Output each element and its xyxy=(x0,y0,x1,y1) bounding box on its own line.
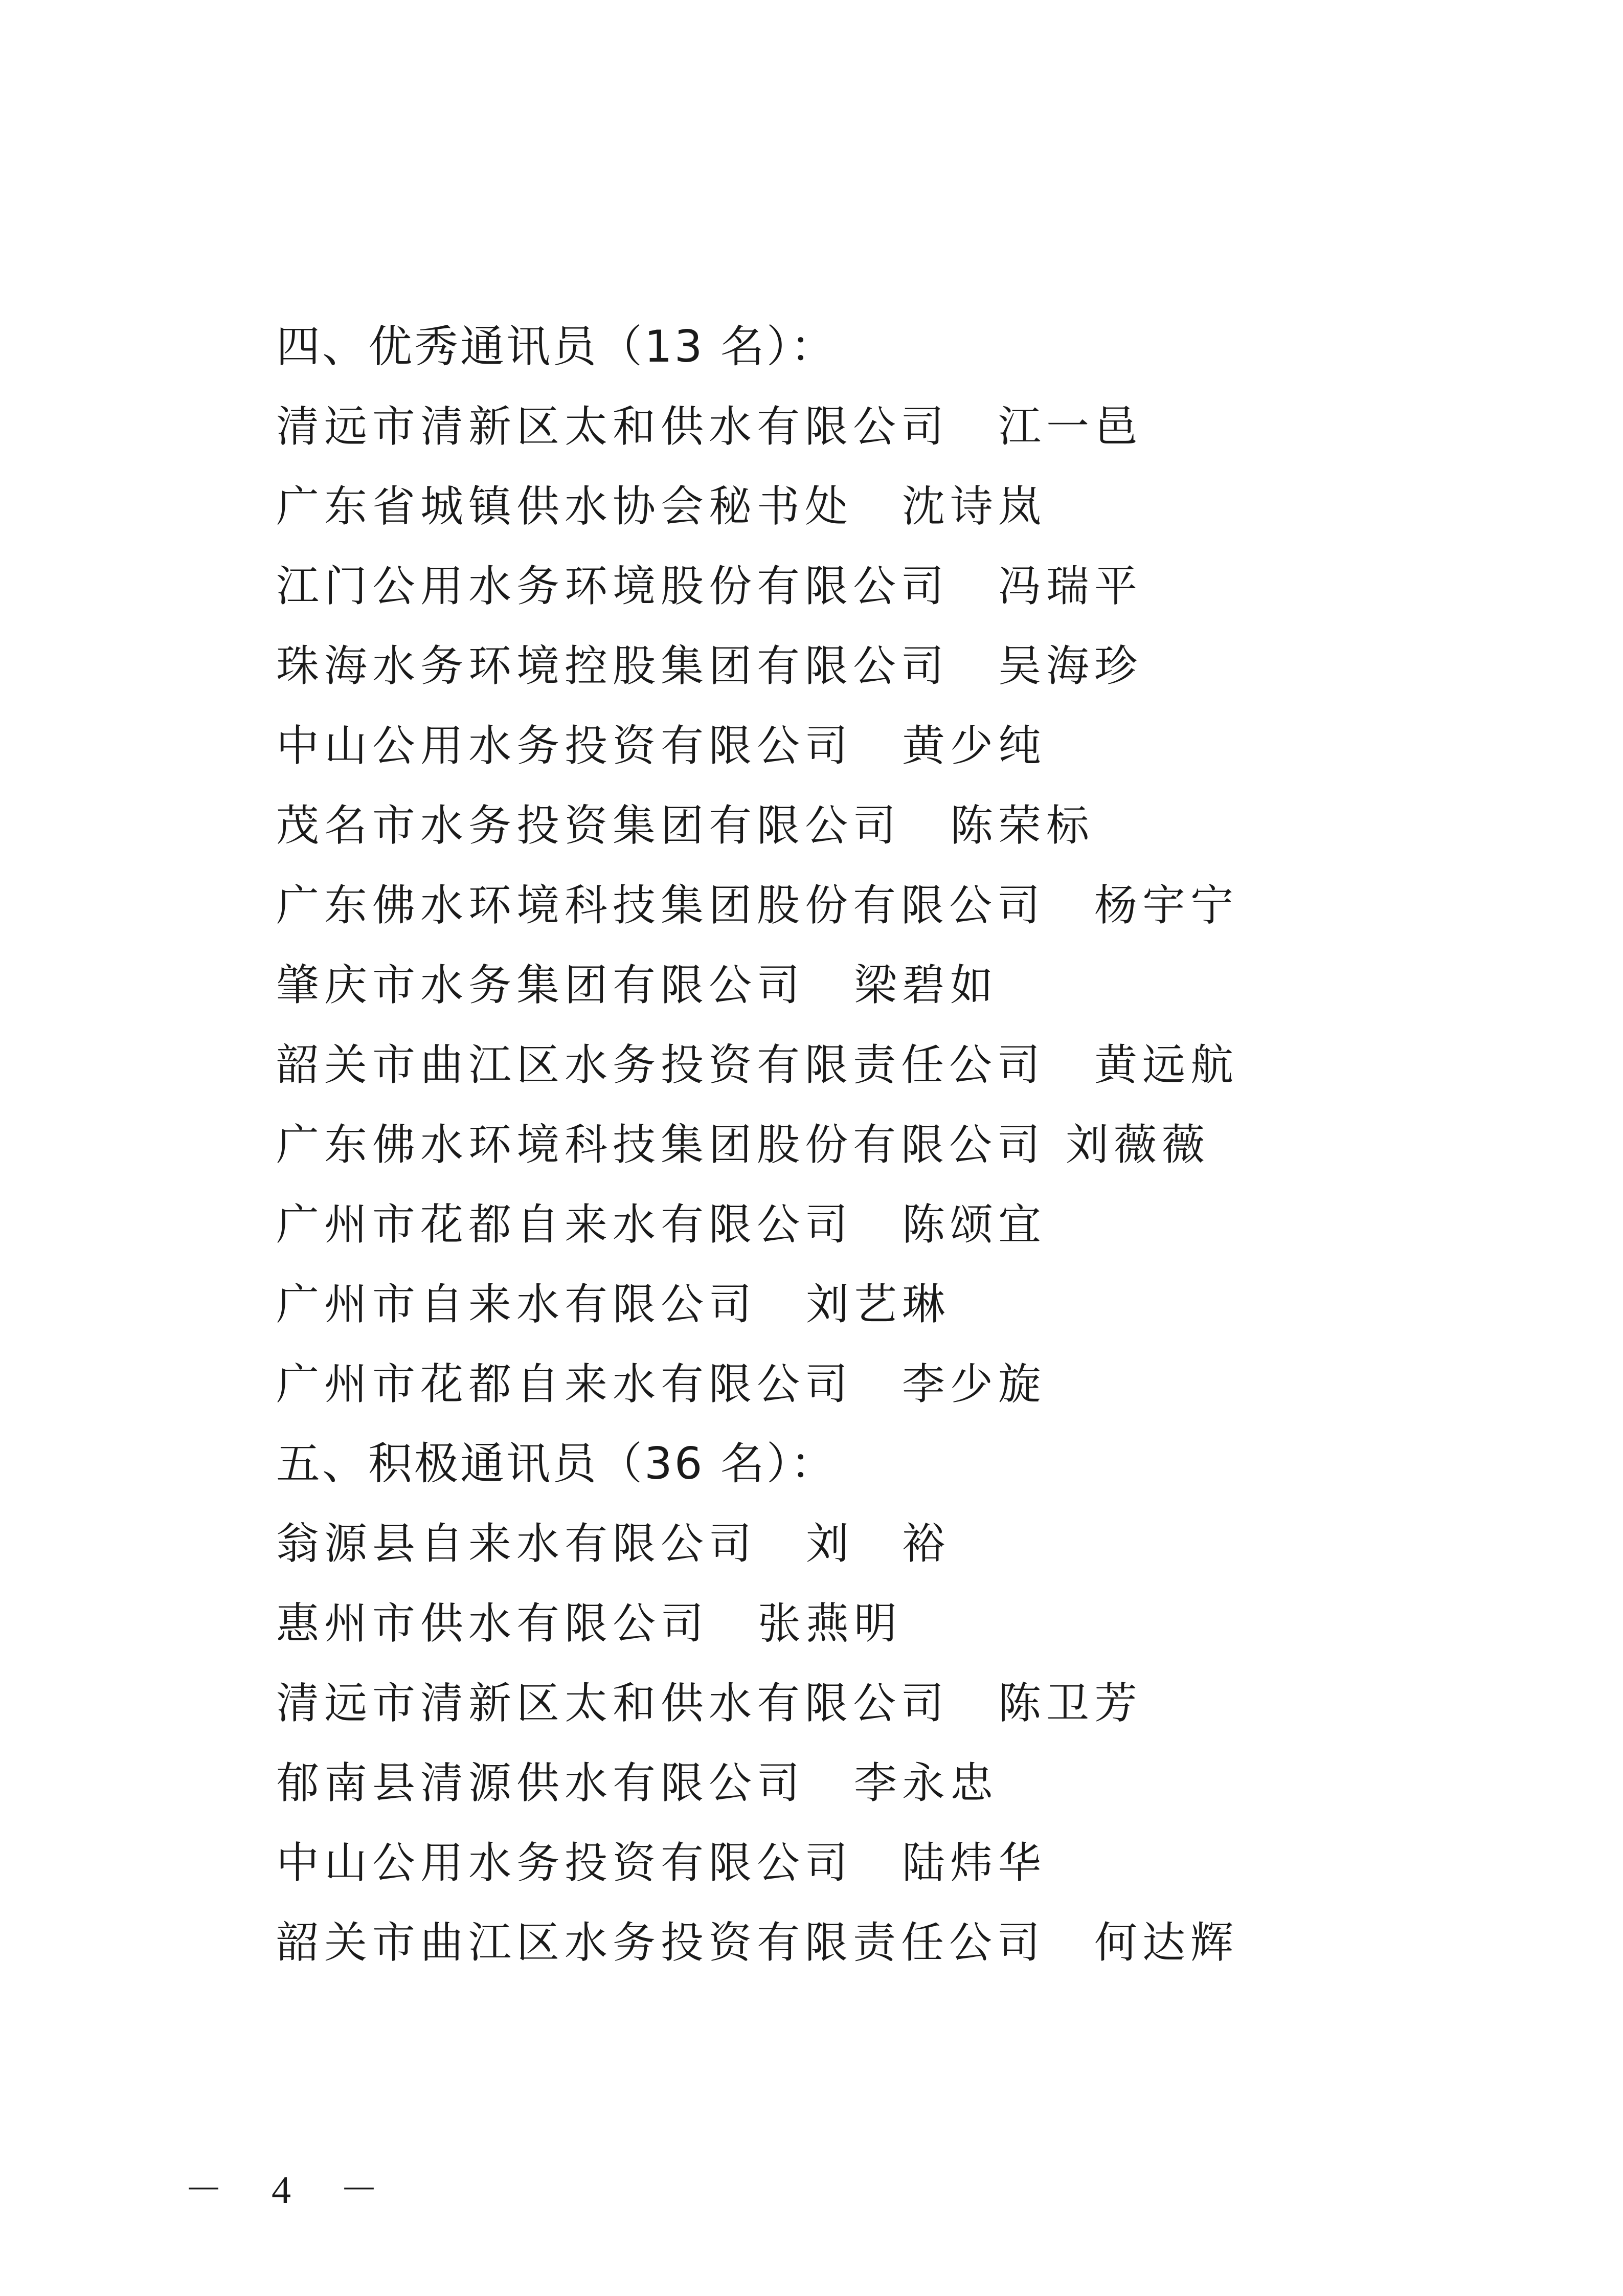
list-item xyxy=(276,546,1503,626)
person-name: 陈颂宜 xyxy=(902,1199,1047,1250)
list-item xyxy=(276,1185,1503,1264)
list-item xyxy=(276,1584,1503,1663)
organization-name: 韶关市曲江区水务投资有限责任公司 xyxy=(276,1040,1046,1090)
organization-name: 广东省城镇供水协会秘书处 xyxy=(276,481,853,531)
organization-name: 惠州市供水有限公司 xyxy=(276,1598,709,1648)
organization-name: 珠海水务环境控股集团有限公司 xyxy=(276,641,950,691)
person-name: 冯瑞平 xyxy=(998,561,1143,611)
section-heading-excellent: 四、优秀通讯员（13 名）： xyxy=(276,321,837,372)
list-item xyxy=(276,1344,1503,1424)
person-name: 杨宇宁 xyxy=(1094,880,1239,930)
page-number: － 4 － xyxy=(184,2169,398,2212)
person-name: 陈荣标 xyxy=(950,800,1095,851)
list-item xyxy=(276,387,1503,466)
organization-name: 清远市清新区太和供水有限公司 xyxy=(276,402,950,452)
person-name: 何达辉 xyxy=(1094,1918,1239,1968)
person-name: 沈诗岚 xyxy=(902,481,1047,531)
list-item xyxy=(276,1663,1503,1743)
organization-name: 郁南县清源供水有限公司 xyxy=(276,1758,805,1808)
list-item xyxy=(276,1264,1503,1344)
person-name: 刘薇薇 xyxy=(1066,1120,1210,1170)
list-item xyxy=(276,786,1503,865)
person-name: 黄少纯 xyxy=(902,721,1047,771)
person-name: 刘 裕 xyxy=(806,1519,951,1569)
list-item xyxy=(276,1025,1503,1105)
person-name: 李永忠 xyxy=(854,1758,999,1808)
organization-name: 翁源县自来水有限公司 xyxy=(276,1519,757,1569)
person-name: 陈卫芳 xyxy=(998,1678,1143,1728)
document-body xyxy=(276,307,1503,1982)
list-item xyxy=(276,1105,1503,1185)
organization-name: 广州市自来水有限公司 xyxy=(276,1279,757,1329)
organization-name: 韶关市曲江区水务投资有限责任公司 xyxy=(276,1918,1046,1968)
list-item xyxy=(276,626,1503,706)
organization-name: 清远市清新区太和供水有限公司 xyxy=(276,1678,950,1728)
organization-name: 中山公用水务投资有限公司 xyxy=(276,1838,853,1888)
list-item xyxy=(276,466,1503,546)
organization-name: 广州市花都自来水有限公司 xyxy=(276,1359,853,1409)
list-item xyxy=(276,706,1503,786)
list-item xyxy=(276,1823,1503,1903)
person-name: 黄远航 xyxy=(1094,1040,1239,1090)
organization-name: 广东佛水环境科技集团股份有限公司 xyxy=(276,1120,1046,1170)
list-item xyxy=(276,945,1503,1025)
person-name: 刘艺琳 xyxy=(806,1279,951,1329)
list-item xyxy=(276,865,1503,945)
organization-name: 肇庆市水务集团有限公司 xyxy=(276,960,805,1010)
person-name: 梁碧如 xyxy=(854,960,999,1010)
organization-name: 江门公用水务环境股份有限公司 xyxy=(276,561,950,611)
person-name: 李少旋 xyxy=(902,1359,1047,1409)
list-item xyxy=(276,1743,1503,1823)
section-heading-active: 五、积极通讯员（36 名）： xyxy=(276,1438,837,1489)
organization-name: 中山公用水务投资有限公司 xyxy=(276,721,853,771)
organization-name: 茂名市水务投资集团有限公司 xyxy=(276,800,901,851)
list-item xyxy=(276,1504,1503,1584)
person-name: 陆炜华 xyxy=(902,1838,1047,1888)
list-item xyxy=(276,1903,1503,1982)
person-name: 张燕明 xyxy=(758,1598,903,1648)
organization-name: 广州市花都自来水有限公司 xyxy=(276,1199,853,1250)
person-name: 吴海珍 xyxy=(998,641,1143,691)
person-name: 江一邑 xyxy=(998,402,1143,452)
organization-name: 广东佛水环境科技集团股份有限公司 xyxy=(276,880,1046,930)
